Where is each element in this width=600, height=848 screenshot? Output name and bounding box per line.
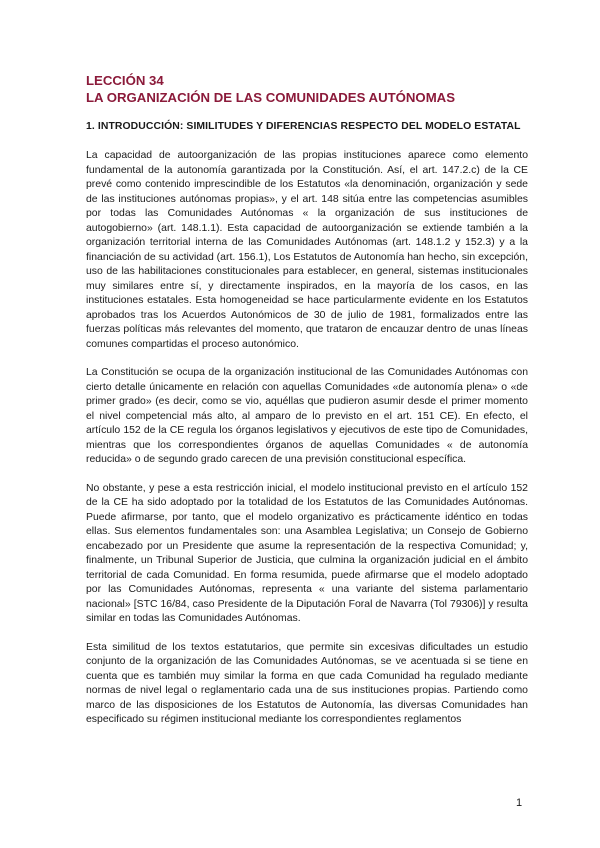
body-paragraph: Esta similitud de los textos estatutarios, que permite sin excesivas dificultades un estudio conjunto de la organización de las Comunidades Autónomas, se ve acentuada si se tiene en cuenta que es también muy similar la forma en que cada Comunidad ha regulado mediante normas de nivel legal o reglamentario cada una de sus instituciones propias. Partiendo como marco de las disposiciones de los Estatutos de Autonomía, las diversas Comunidades han especificado su régimen institucional mediante los correspondientes reglamentos xyxy=(86,641,528,725)
body-paragraph: No obstante, y pese a esta restricción inicial, el modelo institucional previsto en el artículo 152 de la CE ha sido adoptado por la totalidad de los Estatutos de las Comunidades Autónomas. Puede afirmarse, por tanto, que el modelo organizativo es prácticamente idéntico en todas ellas. Sus elementos fundamentales son: una Asamblea Legislativa; un Consejo de Gobierno encabezado por un Presidente que asume la representación de la respectiva Comunidad; y, finalmente, un Tribunal Superior de Justicia, que culmina la organización judicial en el ámbito territorial de cada Comunidad. En forma resumida, puede afirmarse que el modelo adoptado por las Comunidades Autónomas, representa « una variante del sistema parlamentario nacional» [STC 16/84, caso Presidente de la Diputación Foral de Navarra (Tol 79306)] y resulta similar en todas las Comunidades Autónomas. xyxy=(86,482,528,624)
body-paragraph: La Constitución se ocupa de la organización institucional de las Comunidades Autónomas con cierto detalle únicamente en relación con aquellas Comunidades «de autonomía plena» o «de primer grado» (es decir, como se vio, aquéllas que pudieron asumir desde el primer momento el nivel competencial más alto, al amparo de lo previsto en el art. 151 CE). En efecto, el artículo 152 de la CE regula los órganos legislativos y ejecutivos de este tipo de Comunidades, mientras que los correspondientes órganos de aquellas Comunidades « de autonomía reducida» o de segundo grado carecen de una previsión constitucional específica. xyxy=(86,367,528,465)
page-number: 1 xyxy=(516,797,523,809)
section-heading: 1. INTRODUCCIÓN: SIMILITUDES Y DIFERENCIAS RESPECTO DEL MODELO ESTATAL xyxy=(86,121,521,132)
body-paragraph: La capacidad de autoorganización de las propias instituciones aparece como elemento fundamental de la autonomía garantizada por la Constitución. Así, el art. 147.2.c) de la CE prevé como contenido imprescindible de los Estatutos «la denominación, organización y sede de las instituciones autónomas propias», y el art. 148 sitúa entre las competencias asumibles por todas las Comunidades Autónomas « la organización de sus instituciones de autogobierno» (art. 148.1.1). Esta capacidad de autoorganización se extiende también a la organización territorial interna de las Comunidades Autónomas (art. 148.1.2 y 152.3) y a la financiación de su actividad (art. 156.1), Los Estatutos de Autonomía han hecho, sin excepción, uso de las habilitaciones constitucionales para establecer, en general, sistemas institucionales muy similares entre sí, y directamente inspirados, en la mayoría de los casos, en las instituciones estatales. Esta homogeneidad se hace particularmente evidente en los Estatutos aprobados tras los Acuerdos Autonómicos de 30 de julio de 1981, formalizados entre las fuerzas políticas más relevantes del momento, que trataron de encauzar dentro de unas líneas comunes compartidas el proceso autonómico. xyxy=(86,150,528,350)
lesson-title: LA ORGANIZACIÓN DE LAS COMUNIDADES AUTÓNOMAS xyxy=(86,90,455,105)
lesson-number: LECCIÓN 34 xyxy=(86,73,164,88)
document-page xyxy=(86,72,528,728)
